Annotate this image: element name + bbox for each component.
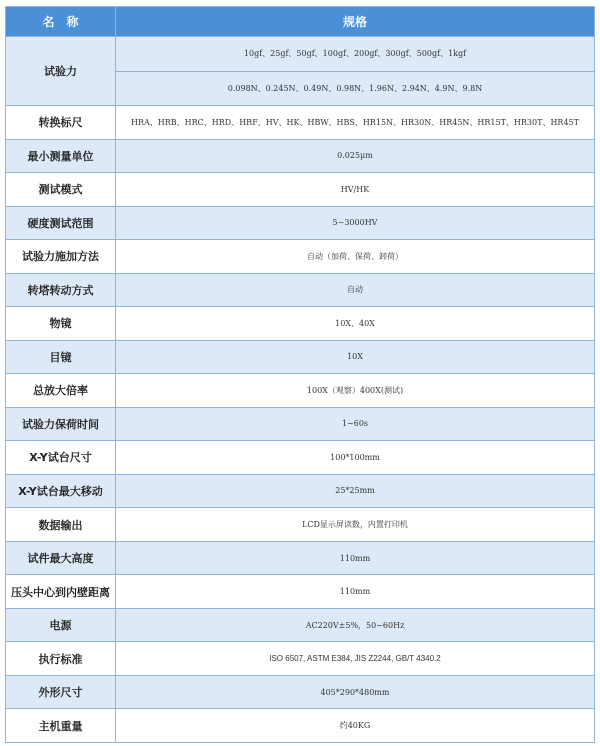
row-label: 电源 [6, 608, 116, 642]
table-row [6, 407, 595, 441]
table-row [6, 173, 595, 207]
row-label: 压头中心到内壁距离 [6, 575, 116, 609]
table-row [6, 37, 595, 72]
row-label: 外形尺寸 [6, 675, 116, 709]
row-value: 405*290*480mm [116, 675, 595, 709]
row-label: 目镜 [6, 340, 116, 374]
row-label: 转换标尺 [6, 106, 116, 140]
row-label: 总放大倍率 [6, 374, 116, 408]
table-row [6, 340, 595, 374]
table-row [6, 608, 595, 642]
row-value: 10X [116, 340, 595, 374]
row-label: 试验力保荷时间 [6, 407, 116, 441]
table-row [6, 374, 595, 408]
spec-table [5, 6, 595, 743]
row-value: 自动（加荷、保荷、卸荷） [116, 240, 595, 274]
row-value: 100*100mm [116, 441, 595, 475]
row-value: 10X、40X [116, 307, 595, 341]
table-row [6, 709, 595, 743]
row-label: 试验力施加方法 [6, 240, 116, 274]
row-value: 0.098N、0.245N、0.49N、0.98N、1.96N、2.94N、4.9N、9.8N [116, 71, 595, 106]
row-label: 物镜 [6, 307, 116, 341]
table-row [6, 106, 595, 140]
row-value: ISO 6507, ASTM E384, JIS Z2244, GB/T 4340.2 [116, 642, 595, 676]
row-value: 约40KG [116, 709, 595, 743]
row-label: 最小测量单位 [6, 139, 116, 173]
row-value: 10gf、25gf、50gf、100gf、200gf、300gf、500gf、1kgf [116, 37, 595, 72]
row-value: 110mm [116, 541, 595, 575]
row-label: 转塔转动方式 [6, 273, 116, 307]
row-label: 执行标准 [6, 642, 116, 676]
table-row [6, 441, 595, 475]
row-value: HV/HK [116, 173, 595, 207]
row-value: 100X（观察）400X(测试) [116, 374, 595, 408]
table-row [6, 307, 595, 341]
table-row [6, 508, 595, 542]
row-label: 硬度测试范围 [6, 206, 116, 240]
row-value: HRA、HRB、HRC、HRD、HRF、HV、HK、HBW、HBS、HR15N、HR30N、HR45N、HR15T、HR30T、HR45T [116, 106, 595, 140]
row-label: 数据输出 [6, 508, 116, 542]
row-value: 25*25mm [116, 474, 595, 508]
row-value: 1~60s [116, 407, 595, 441]
row-label: X-Y试台最大移动 [6, 474, 116, 508]
row-label: X-Y试台尺寸 [6, 441, 116, 475]
row-label: 测试模式 [6, 173, 116, 207]
table-row [6, 273, 595, 307]
header-row [6, 7, 595, 37]
table-row [6, 642, 595, 676]
header-spec: 规格 [116, 7, 595, 37]
row-label: 主机重量 [6, 709, 116, 743]
table-row [6, 575, 595, 609]
row-value: AC220V±5%，50~60Hz [116, 608, 595, 642]
row-value: 0.025μm [116, 139, 595, 173]
table-row [6, 541, 595, 575]
header-name: 名 称 [6, 7, 116, 37]
row-label: 试验力 [6, 37, 116, 106]
table-row [6, 474, 595, 508]
row-label: 试件最大高度 [6, 541, 116, 575]
row-value: 110mm [116, 575, 595, 609]
table-row [6, 675, 595, 709]
row-value: 自动 [116, 273, 595, 307]
table-row [6, 139, 595, 173]
row-value: LCD显示屏读数，内置打印机 [116, 508, 595, 542]
table-row [6, 240, 595, 274]
table-row [6, 206, 595, 240]
row-value: 5~3000HV [116, 206, 595, 240]
